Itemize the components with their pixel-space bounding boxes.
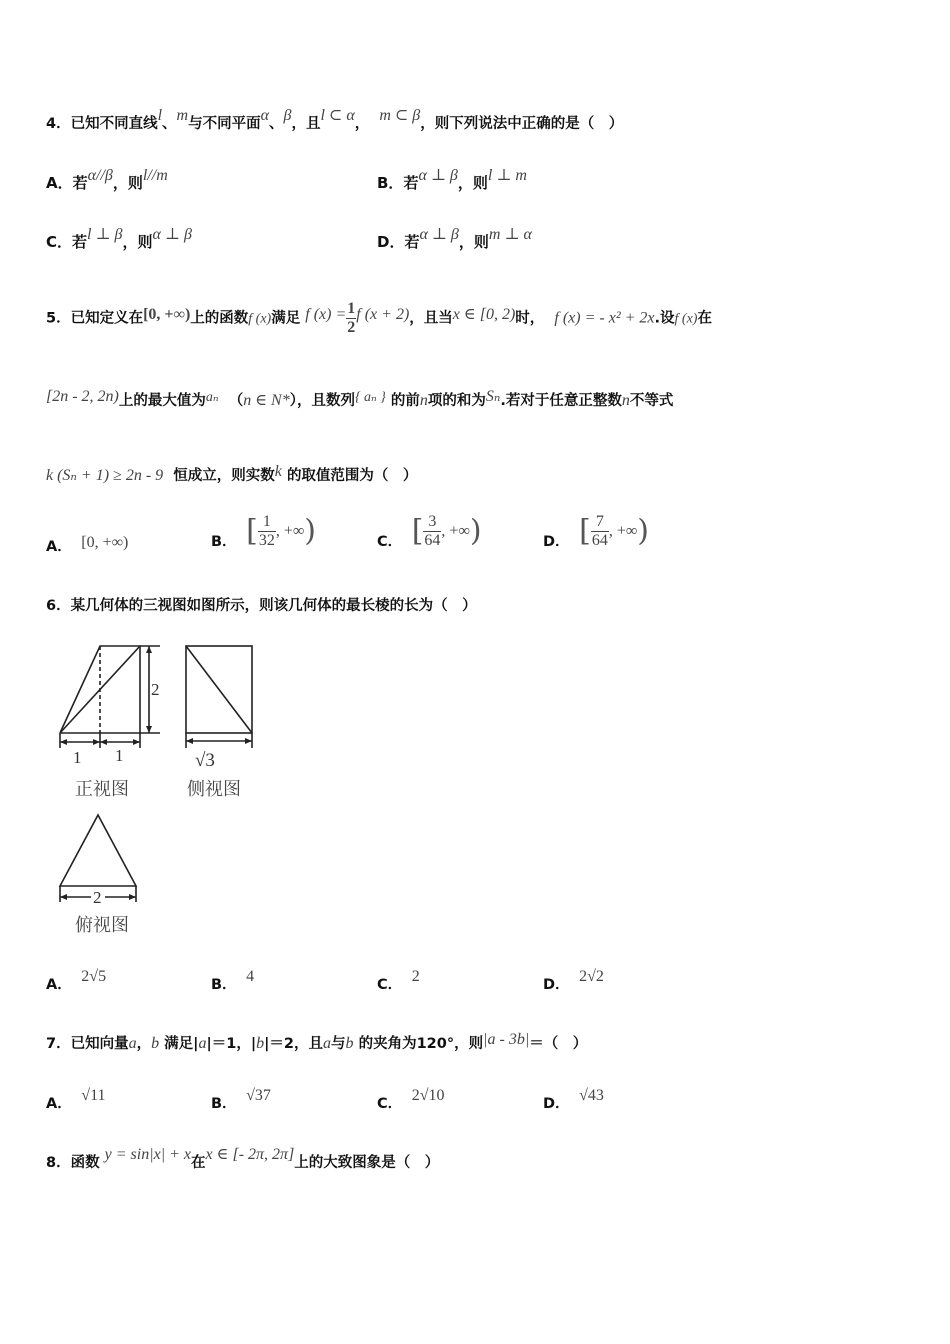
option-text: 若 (72, 174, 88, 192)
option-math: √43 (579, 1087, 604, 1104)
option-math: [0, +∞) (81, 534, 129, 551)
q5-text: 的取值范围为（ ） (286, 468, 418, 484)
q5-math-fx: f (x) (248, 311, 272, 327)
arrow (146, 726, 152, 733)
q4-option-b[interactable] (377, 167, 527, 194)
fraction-denominator: 32 (258, 532, 275, 549)
q7-math-b: b (256, 1035, 265, 1052)
q4-option-a[interactable] (46, 167, 168, 194)
dim-label-sqrt3: √3 (195, 750, 215, 771)
q5-math-an: aₙ (205, 390, 219, 405)
question-5-stem-2 (46, 388, 673, 415)
option-text: ，则 (457, 174, 488, 192)
arrow (146, 646, 152, 653)
q5-math-x-range: x ∈ [0, 2) (452, 305, 516, 323)
q5-text: 时， (515, 310, 545, 327)
q5-text: .设 (654, 310, 675, 327)
arrow (186, 738, 193, 744)
q6-option-c[interactable] (377, 968, 420, 995)
arrow (60, 894, 67, 900)
dim-label-1: 1 (115, 746, 124, 765)
option-label: C． (46, 233, 73, 251)
q6-option-d[interactable] (543, 968, 604, 995)
option-label: B． (377, 174, 404, 192)
q5-text: 恒成立，则实数 (173, 468, 275, 484)
fraction-denominator: 2 (347, 319, 356, 336)
option-label: B． (211, 977, 237, 993)
q7-text: |＝1，| (206, 1036, 257, 1052)
q4-text: ，则下列说法中正确的是（ ） (420, 116, 624, 132)
arrow (129, 894, 136, 900)
option-label: D． (543, 977, 570, 993)
option-math: l ⊥ m (487, 167, 527, 184)
option-label: C． (377, 977, 403, 993)
option-label: A． (46, 174, 73, 192)
q4-math-l-in-alpha: l ⊂ α (320, 107, 355, 124)
dim-label-2: 2 (93, 888, 102, 907)
option-label: D． (377, 233, 405, 251)
q8-text: 上的大致图象是（ ） (294, 1155, 440, 1171)
question-4-stem (46, 107, 624, 134)
arrow (93, 739, 100, 745)
q5-text: （ (228, 393, 244, 409)
option-text: 若 (403, 174, 419, 192)
option-label: A． (46, 977, 72, 993)
q7-option-a[interactable] (46, 1087, 106, 1114)
option-math: , +∞ (608, 522, 638, 540)
q5-math-fx: f (x) (674, 311, 698, 327)
q7-math-b: b (151, 1035, 160, 1052)
option-math: , +∞ (441, 522, 470, 540)
right-paren: ) (469, 513, 482, 549)
q7-math-norm: |a - 3b| (483, 1031, 530, 1048)
q7-text: 的夹角为120°，则 (358, 1036, 484, 1052)
q5-text: 5．已知定义在 (46, 310, 144, 327)
option-label: C． (377, 1096, 403, 1112)
q7-text: ， (136, 1036, 152, 1052)
side-view (186, 646, 252, 748)
top-view-label: 俯视图 (75, 915, 129, 936)
q7-text: 7．已知向量 (46, 1036, 129, 1052)
q5-math-k: k (274, 463, 282, 480)
option-fraction (258, 513, 276, 550)
q8-text: 在 (191, 1155, 206, 1171)
q7-text: 满足| (164, 1036, 199, 1052)
top-view-triangle (60, 815, 136, 886)
fraction-numerator: 3 (423, 513, 441, 532)
option-label: D． (543, 1096, 570, 1112)
q4-text: 4．已知不同直线 (46, 116, 158, 132)
option-math: α ⊥ β (419, 226, 459, 243)
option-math: √37 (246, 1087, 271, 1104)
option-label: A． (46, 1096, 72, 1112)
q6-option-b[interactable] (211, 968, 255, 995)
q5-math-domain: [0, +∞) (143, 305, 191, 323)
q6-option-a[interactable] (46, 968, 107, 995)
question-5-stem-3 (46, 464, 417, 488)
q8-math-domain: x ∈ [- 2π, 2π] (205, 1146, 295, 1163)
q4-math-m-in-beta: m ⊂ β (379, 107, 421, 124)
q5-option-c[interactable] (377, 513, 482, 550)
q5-text: 在 (697, 310, 712, 327)
q5-math-fx2: f (x + 2) (356, 305, 410, 323)
q7-math-a: a (323, 1035, 332, 1052)
option-text: ，则 (458, 233, 489, 251)
q5-math-n-in-N: n ∈ N* (243, 392, 290, 409)
q7-math-a: a (198, 1035, 207, 1052)
option-math: l ⊥ β (87, 226, 123, 243)
q5-text: 项的和为 (427, 393, 486, 409)
left-bracket: [ (246, 513, 258, 549)
q7-text: ＝（ ） (529, 1036, 588, 1052)
fraction-denominator: 64 (424, 532, 441, 549)
arrow (245, 738, 252, 744)
option-fraction (423, 513, 441, 550)
dimension-arrows (60, 646, 152, 745)
question-6-stem (46, 596, 477, 616)
option-math: 2√10 (411, 1087, 445, 1104)
front-view (60, 646, 160, 748)
right-paren: ) (304, 513, 316, 549)
arrow (60, 739, 67, 745)
q5-math-sequence: { aₙ } (354, 390, 386, 405)
q7-text: |＝2，且 (264, 1036, 324, 1052)
q6-text: 6．某几何体的三视图如图所示，则该几何体的最长棱的长为（ ） (46, 598, 477, 614)
left-bracket: [ (579, 513, 591, 549)
question-5-stem (46, 300, 712, 337)
left-bracket: [ (411, 513, 424, 549)
q5-text: 不等式 (629, 393, 674, 409)
q5-option-b[interactable] (211, 513, 316, 550)
q4-option-c[interactable] (46, 226, 192, 253)
option-math: , +∞ (275, 522, 305, 540)
question-7-stem (46, 1031, 588, 1054)
option-math: α//β (87, 167, 113, 184)
option-math: α ⊥ β (418, 167, 458, 184)
option-label: B． (211, 1096, 237, 1112)
dim-label-1: 1 (73, 748, 82, 767)
q7-option-c[interactable] (377, 1087, 445, 1114)
q5-text: 的前 (390, 393, 420, 409)
q4-text: ， (354, 116, 370, 132)
option-label: D． (543, 533, 570, 550)
q5-text: 上的最大值为 (118, 393, 206, 409)
option-math: 2√2 (579, 968, 604, 985)
three-views-figure (55, 638, 265, 943)
option-text: ，则 (122, 233, 153, 251)
option-math: 4 (246, 968, 255, 985)
option-math: l//m (142, 167, 168, 184)
q5-math-fx-def: f (x) = - x² + 2x (554, 309, 655, 327)
option-label: B． (211, 533, 237, 550)
option-text: ，则 (112, 174, 143, 192)
option-text: 若 (72, 233, 88, 251)
option-math: 2√5 (81, 968, 107, 985)
q5-math-fx-eq: f (x) = (305, 305, 347, 323)
q5-math-inequality: k (Sₙ + 1) ≥ 2n - 9 (46, 467, 164, 484)
q4-text: 与不同平面 (188, 116, 261, 132)
q5-option-d[interactable] (543, 513, 649, 550)
q5-text: ），且数列 (289, 393, 355, 409)
q4-text: 、 (162, 116, 177, 132)
q4-text: 、 (269, 116, 284, 132)
fraction-denominator: 64 (591, 532, 608, 549)
q5-text: .若对于任意正整数 (500, 393, 622, 409)
option-label: C． (377, 533, 403, 550)
fraction-numerator: 1 (347, 300, 356, 317)
q5-text: ，且当 (409, 310, 453, 327)
q4-math-l: l (157, 107, 163, 124)
q5-text: 上的函数 (190, 310, 249, 327)
option-math: 2 (411, 968, 420, 985)
q4-math-m: m (176, 107, 189, 124)
q5-math-Sn: Sₙ (485, 388, 501, 405)
right-paren: ) (637, 513, 649, 549)
q7-text: 与 (331, 1036, 346, 1052)
q5-math-interval: [2n - 2, 2n) (46, 388, 119, 405)
fraction-numerator: 7 (591, 513, 609, 532)
q5-fraction-half (346, 300, 356, 337)
option-math: α ⊥ β (152, 226, 192, 243)
option-fraction (591, 513, 609, 550)
q4-option-d[interactable] (377, 226, 532, 253)
dim-label-2: 2 (151, 680, 160, 699)
option-math: √11 (81, 1087, 106, 1104)
q5-text: 满足 (271, 310, 301, 327)
fraction-numerator: 1 (258, 513, 276, 532)
q5-math-n: n (621, 392, 630, 409)
q7-option-d[interactable] (543, 1087, 604, 1114)
q4-math-alpha: α (260, 107, 270, 124)
option-math: m ⊥ α (488, 226, 532, 243)
q7-option-b[interactable] (211, 1087, 271, 1114)
q5-math-n: n (419, 392, 428, 409)
side-view-label: 侧视图 (187, 779, 241, 800)
arrow (100, 739, 107, 745)
q4-math-beta: β (283, 107, 292, 124)
front-view-label: 正视图 (75, 779, 129, 800)
q7-math-b: b (345, 1035, 354, 1052)
arrow (133, 739, 140, 745)
side-view-diagonal (186, 646, 252, 733)
option-label: A． (46, 539, 72, 555)
q7-math-a: a (128, 1035, 137, 1052)
q5-option-a[interactable] (46, 536, 128, 557)
q4-text: ，且 (291, 116, 321, 132)
q8-math-function: y = sin|x| + x (104, 1146, 192, 1163)
question-8-stem (46, 1146, 440, 1173)
option-text: 若 (404, 233, 420, 251)
q8-text: 8．函数 (46, 1155, 100, 1171)
